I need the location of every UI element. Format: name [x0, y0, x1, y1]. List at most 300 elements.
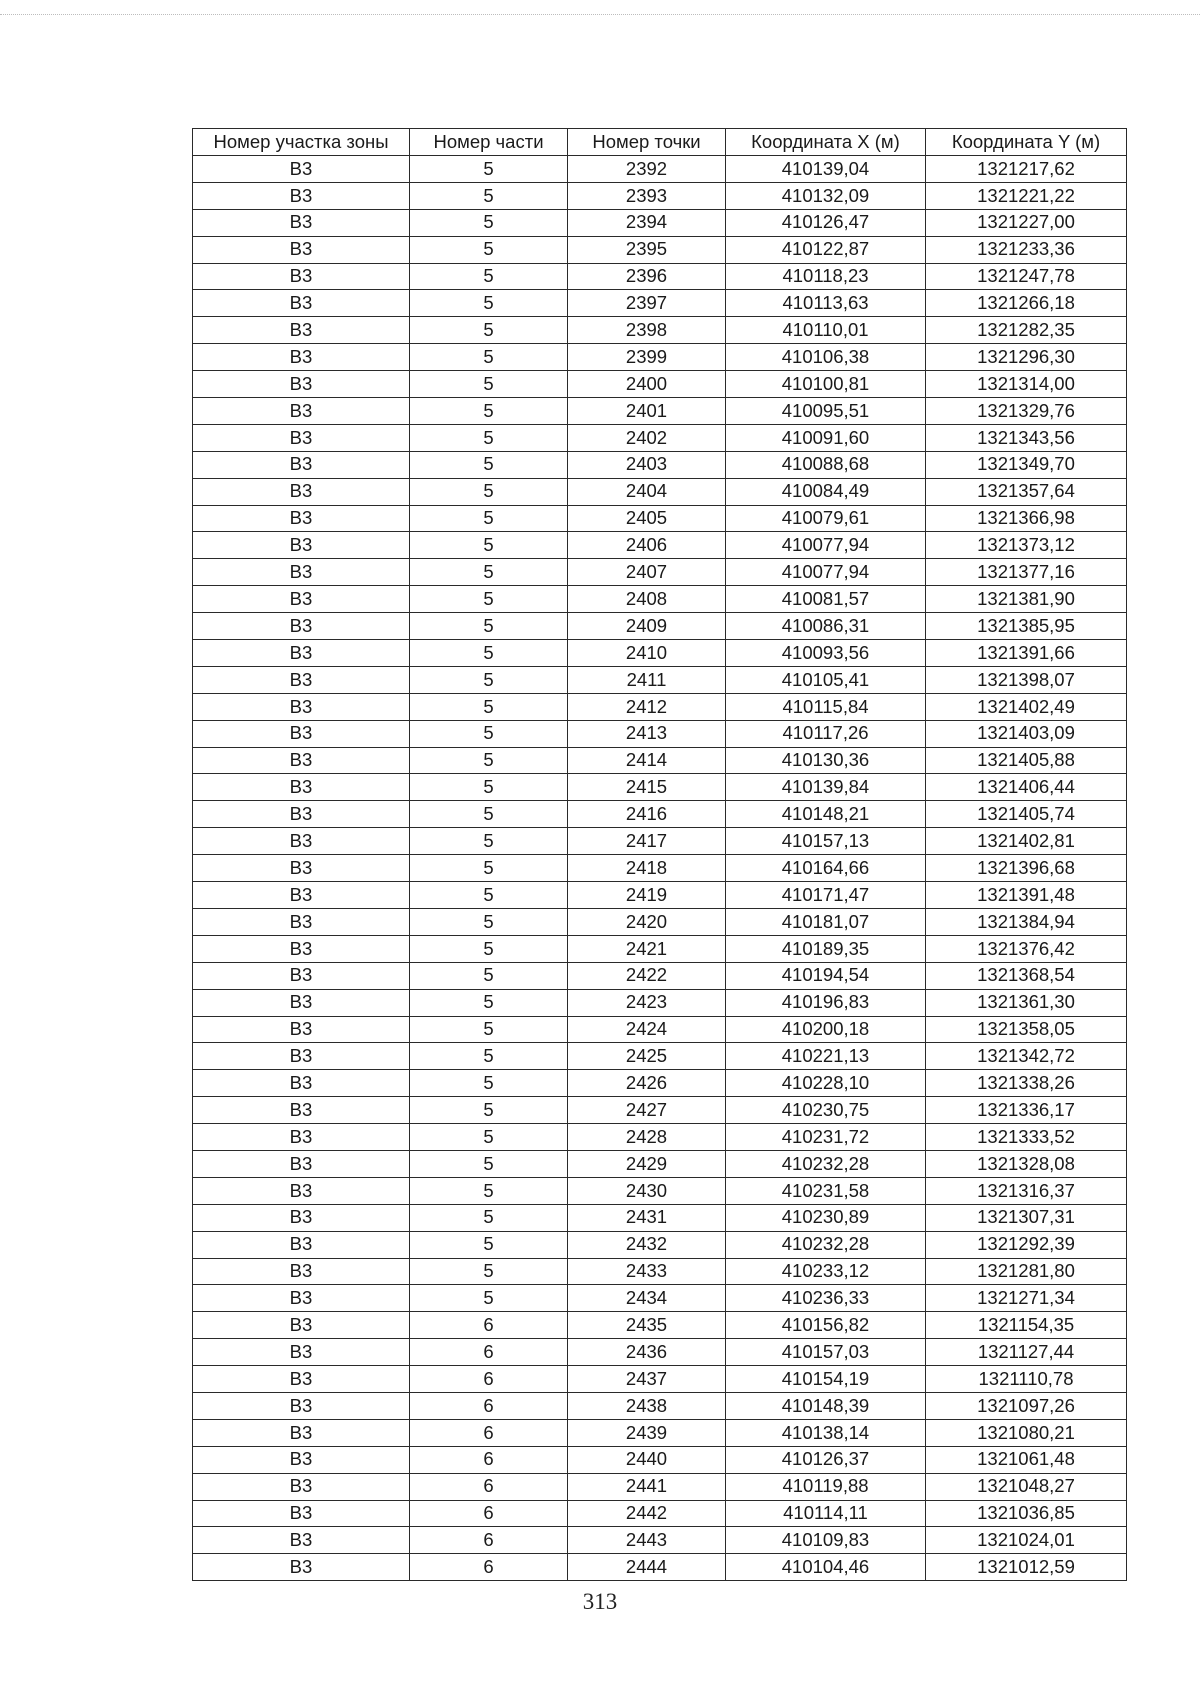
cell-zone-section: В3 [193, 989, 410, 1016]
cell-point-number: 2418 [568, 855, 726, 882]
cell-coordinate-y: 1321048,27 [926, 1473, 1127, 1500]
cell-point-number: 2400 [568, 371, 726, 398]
cell-part-number: 5 [410, 1150, 568, 1177]
cell-coordinate-x: 410221,13 [726, 1043, 926, 1070]
cell-coordinate-x: 410086,31 [726, 613, 926, 640]
cell-zone-section: В3 [193, 1177, 410, 1204]
cell-coordinate-y: 1321357,64 [926, 478, 1127, 505]
cell-part-number: 6 [410, 1366, 568, 1393]
cell-coordinate-y: 1321080,21 [926, 1419, 1127, 1446]
cell-coordinate-y: 1321343,56 [926, 424, 1127, 451]
cell-point-number: 2397 [568, 290, 726, 317]
cell-part-number: 5 [410, 935, 568, 962]
cell-coordinate-y: 1321329,76 [926, 398, 1127, 425]
table-row [193, 451, 1127, 478]
cell-part-number: 5 [410, 290, 568, 317]
cell-part-number: 5 [410, 855, 568, 882]
cell-point-number: 2396 [568, 263, 726, 290]
cell-point-number: 2416 [568, 801, 726, 828]
table-row [193, 693, 1127, 720]
cell-point-number: 2434 [568, 1285, 726, 1312]
cell-coordinate-y: 1321024,01 [926, 1527, 1127, 1554]
cell-coordinate-y: 1321233,36 [926, 236, 1127, 263]
table-row [193, 828, 1127, 855]
cell-coordinate-x: 410091,60 [726, 424, 926, 451]
cell-coordinate-x: 410106,38 [726, 344, 926, 371]
cell-zone-section: В3 [193, 693, 410, 720]
cell-point-number: 2441 [568, 1473, 726, 1500]
cell-part-number: 5 [410, 156, 568, 183]
header-coordinate-x: Координата X (м) [726, 129, 926, 156]
cell-coordinate-y: 1321314,00 [926, 371, 1127, 398]
cell-zone-section: В3 [193, 290, 410, 317]
cell-point-number: 2402 [568, 424, 726, 451]
cell-zone-section: В3 [193, 478, 410, 505]
cell-zone-section: В3 [193, 962, 410, 989]
cell-part-number: 5 [410, 263, 568, 290]
cell-zone-section: В3 [193, 317, 410, 344]
cell-point-number: 2425 [568, 1043, 726, 1070]
table-row [193, 1231, 1127, 1258]
cell-coordinate-y: 1321217,62 [926, 156, 1127, 183]
table-row [193, 398, 1127, 425]
cell-zone-section: В3 [193, 344, 410, 371]
cell-coordinate-y: 1321282,35 [926, 317, 1127, 344]
cell-coordinate-x: 410164,66 [726, 855, 926, 882]
cell-part-number: 5 [410, 882, 568, 909]
cell-coordinate-x: 410105,41 [726, 666, 926, 693]
cell-coordinate-x: 410130,36 [726, 747, 926, 774]
cell-coordinate-y: 1321396,68 [926, 855, 1127, 882]
cell-point-number: 2406 [568, 532, 726, 559]
cell-zone-section: В3 [193, 505, 410, 532]
cell-coordinate-y: 1321154,35 [926, 1312, 1127, 1339]
cell-coordinate-y: 1321377,16 [926, 559, 1127, 586]
table-row [193, 1366, 1127, 1393]
cell-point-number: 2444 [568, 1554, 726, 1581]
table-row [193, 720, 1127, 747]
cell-point-number: 2443 [568, 1527, 726, 1554]
cell-coordinate-x: 410126,47 [726, 209, 926, 236]
cell-zone-section: В3 [193, 613, 410, 640]
cell-zone-section: В3 [193, 209, 410, 236]
table-body [193, 156, 1127, 1581]
cell-coordinate-y: 1321012,59 [926, 1554, 1127, 1581]
cell-coordinate-y: 1321376,42 [926, 935, 1127, 962]
cell-point-number: 2407 [568, 559, 726, 586]
cell-part-number: 5 [410, 613, 568, 640]
cell-part-number: 5 [410, 962, 568, 989]
cell-coordinate-y: 1321307,31 [926, 1204, 1127, 1231]
table-row [193, 317, 1127, 344]
table-row [193, 586, 1127, 613]
table-row [193, 882, 1127, 909]
cell-coordinate-x: 410200,18 [726, 1016, 926, 1043]
cell-part-number: 5 [410, 424, 568, 451]
cell-zone-section: В3 [193, 371, 410, 398]
cell-zone-section: В3 [193, 451, 410, 478]
cell-point-number: 2423 [568, 989, 726, 1016]
cell-coordinate-x: 410119,88 [726, 1473, 926, 1500]
table-row [193, 1312, 1127, 1339]
cell-part-number: 5 [410, 478, 568, 505]
table-row [193, 801, 1127, 828]
cell-zone-section: В3 [193, 908, 410, 935]
header-point-number: Номер точки [568, 129, 726, 156]
header-part-number: Номер части [410, 129, 568, 156]
cell-part-number: 6 [410, 1554, 568, 1581]
cell-zone-section: В3 [193, 1366, 410, 1393]
cell-coordinate-x: 410181,07 [726, 908, 926, 935]
cell-coordinate-x: 410114,11 [726, 1500, 926, 1527]
table-row [193, 371, 1127, 398]
cell-zone-section: В3 [193, 640, 410, 667]
cell-point-number: 2404 [568, 478, 726, 505]
cell-part-number: 5 [410, 1124, 568, 1151]
cell-point-number: 2431 [568, 1204, 726, 1231]
cell-zone-section: В3 [193, 1554, 410, 1581]
cell-coordinate-x: 410231,58 [726, 1177, 926, 1204]
cell-coordinate-x: 410132,09 [726, 182, 926, 209]
cell-zone-section: В3 [193, 935, 410, 962]
cell-zone-section: В3 [193, 882, 410, 909]
cell-part-number: 5 [410, 532, 568, 559]
cell-zone-section: В3 [193, 559, 410, 586]
table-row [193, 1177, 1127, 1204]
cell-zone-section: В3 [193, 1258, 410, 1285]
cell-point-number: 2427 [568, 1097, 726, 1124]
cell-coordinate-x: 410079,61 [726, 505, 926, 532]
cell-coordinate-y: 1321366,98 [926, 505, 1127, 532]
cell-zone-section: В3 [193, 1097, 410, 1124]
cell-part-number: 5 [410, 182, 568, 209]
cell-zone-section: В3 [193, 263, 410, 290]
cell-coordinate-x: 410117,26 [726, 720, 926, 747]
cell-part-number: 5 [410, 1258, 568, 1285]
cell-coordinate-y: 1321358,05 [926, 1016, 1127, 1043]
cell-point-number: 2405 [568, 505, 726, 532]
cell-zone-section: В3 [193, 398, 410, 425]
cell-zone-section: В3 [193, 236, 410, 263]
cell-part-number: 5 [410, 693, 568, 720]
scan-edge-line [0, 14, 1200, 15]
cell-point-number: 2435 [568, 1312, 726, 1339]
table-row [193, 1150, 1127, 1177]
cell-zone-section: В3 [193, 156, 410, 183]
cell-part-number: 5 [410, 451, 568, 478]
cell-coordinate-y: 1321296,30 [926, 344, 1127, 371]
cell-coordinate-y: 1321405,74 [926, 801, 1127, 828]
cell-point-number: 2412 [568, 693, 726, 720]
cell-part-number: 5 [410, 317, 568, 344]
cell-coordinate-x: 410154,19 [726, 1366, 926, 1393]
table-row [193, 1097, 1127, 1124]
cell-part-number: 6 [410, 1339, 568, 1366]
cell-part-number: 5 [410, 398, 568, 425]
cell-coordinate-y: 1321402,49 [926, 693, 1127, 720]
table-row [193, 290, 1127, 317]
cell-coordinate-x: 410138,14 [726, 1419, 926, 1446]
cell-zone-section: В3 [193, 801, 410, 828]
cell-point-number: 2417 [568, 828, 726, 855]
cell-zone-section: В3 [193, 720, 410, 747]
cell-point-number: 2411 [568, 666, 726, 693]
cell-coordinate-y: 1321361,30 [926, 989, 1127, 1016]
cell-part-number: 5 [410, 828, 568, 855]
cell-point-number: 2414 [568, 747, 726, 774]
table-row [193, 532, 1127, 559]
cell-coordinate-x: 410100,81 [726, 371, 926, 398]
cell-point-number: 2426 [568, 1070, 726, 1097]
cell-part-number: 5 [410, 344, 568, 371]
cell-coordinate-x: 410230,75 [726, 1097, 926, 1124]
cell-coordinate-y: 1321385,95 [926, 613, 1127, 640]
cell-coordinate-y: 1321406,44 [926, 774, 1127, 801]
cell-coordinate-x: 410230,89 [726, 1204, 926, 1231]
cell-point-number: 2429 [568, 1150, 726, 1177]
cell-zone-section: В3 [193, 666, 410, 693]
cell-point-number: 2403 [568, 451, 726, 478]
table-row [193, 1554, 1127, 1581]
cell-zone-section: В3 [193, 1446, 410, 1473]
cell-zone-section: В3 [193, 828, 410, 855]
cell-coordinate-x: 410148,39 [726, 1392, 926, 1419]
cell-coordinate-x: 410109,83 [726, 1527, 926, 1554]
cell-point-number: 2399 [568, 344, 726, 371]
cell-part-number: 6 [410, 1312, 568, 1339]
cell-coordinate-x: 410157,13 [726, 828, 926, 855]
cell-coordinate-x: 410095,51 [726, 398, 926, 425]
cell-point-number: 2392 [568, 156, 726, 183]
table-row [193, 613, 1127, 640]
header-coordinate-y: Координата Y (м) [926, 129, 1127, 156]
cell-zone-section: В3 [193, 747, 410, 774]
cell-coordinate-y: 1321405,88 [926, 747, 1127, 774]
table-row [193, 774, 1127, 801]
cell-coordinate-y: 1321328,08 [926, 1150, 1127, 1177]
cell-coordinate-y: 1321333,52 [926, 1124, 1127, 1151]
cell-coordinate-x: 410233,12 [726, 1258, 926, 1285]
cell-zone-section: В3 [193, 1016, 410, 1043]
table-row [193, 424, 1127, 451]
cell-coordinate-x: 410084,49 [726, 478, 926, 505]
cell-part-number: 5 [410, 1043, 568, 1070]
coordinates-table [192, 128, 1127, 1581]
cell-coordinate-y: 1321036,85 [926, 1500, 1127, 1527]
cell-coordinate-x: 410139,04 [726, 156, 926, 183]
cell-point-number: 2440 [568, 1446, 726, 1473]
table-row [193, 908, 1127, 935]
cell-point-number: 2393 [568, 182, 726, 209]
cell-coordinate-x: 410194,54 [726, 962, 926, 989]
cell-coordinate-y: 1321403,09 [926, 720, 1127, 747]
cell-point-number: 2408 [568, 586, 726, 613]
table-row [193, 640, 1127, 667]
table-row [193, 1446, 1127, 1473]
cell-part-number: 5 [410, 720, 568, 747]
cell-coordinate-x: 410077,94 [726, 559, 926, 586]
cell-point-number: 2422 [568, 962, 726, 989]
cell-coordinate-y: 1321227,00 [926, 209, 1127, 236]
cell-coordinate-x: 410139,84 [726, 774, 926, 801]
cell-zone-section: В3 [193, 1312, 410, 1339]
cell-coordinate-x: 410104,46 [726, 1554, 926, 1581]
cell-coordinate-y: 1321266,18 [926, 290, 1127, 317]
cell-point-number: 2398 [568, 317, 726, 344]
table-row [193, 1500, 1127, 1527]
cell-part-number: 6 [410, 1473, 568, 1500]
cell-zone-section: В3 [193, 1473, 410, 1500]
cell-coordinate-x: 410081,57 [726, 586, 926, 613]
cell-zone-section: В3 [193, 1231, 410, 1258]
cell-coordinate-x: 410126,37 [726, 1446, 926, 1473]
cell-zone-section: В3 [193, 1070, 410, 1097]
table-row [193, 1339, 1127, 1366]
cell-part-number: 5 [410, 371, 568, 398]
cell-zone-section: В3 [193, 774, 410, 801]
cell-point-number: 2430 [568, 1177, 726, 1204]
cell-zone-section: В3 [193, 1392, 410, 1419]
cell-coordinate-y: 1321316,37 [926, 1177, 1127, 1204]
cell-part-number: 5 [410, 747, 568, 774]
cell-coordinate-y: 1321402,81 [926, 828, 1127, 855]
table-row [193, 1204, 1127, 1231]
header-zone-section: Номер участка зоны [193, 129, 410, 156]
cell-point-number: 2410 [568, 640, 726, 667]
cell-coordinate-y: 1321127,44 [926, 1339, 1127, 1366]
cell-part-number: 6 [410, 1500, 568, 1527]
cell-coordinate-y: 1321398,07 [926, 666, 1127, 693]
cell-coordinate-x: 410122,87 [726, 236, 926, 263]
cell-zone-section: В3 [193, 1500, 410, 1527]
cell-part-number: 5 [410, 989, 568, 1016]
cell-coordinate-y: 1321384,94 [926, 908, 1127, 935]
cell-point-number: 2436 [568, 1339, 726, 1366]
page-number: 313 [582, 1589, 618, 1614]
cell-coordinate-y: 1321292,39 [926, 1231, 1127, 1258]
cell-zone-section: В3 [193, 1204, 410, 1231]
cell-point-number: 2439 [568, 1419, 726, 1446]
cell-coordinate-y: 1321271,34 [926, 1285, 1127, 1312]
cell-part-number: 5 [410, 640, 568, 667]
cell-point-number: 2433 [568, 1258, 726, 1285]
table-row [193, 1473, 1127, 1500]
cell-coordinate-x: 410093,56 [726, 640, 926, 667]
cell-part-number: 5 [410, 1177, 568, 1204]
table-row [193, 344, 1127, 371]
cell-part-number: 5 [410, 209, 568, 236]
cell-part-number: 5 [410, 1097, 568, 1124]
cell-coordinate-x: 410110,01 [726, 317, 926, 344]
table-row [193, 935, 1127, 962]
table-row [193, 559, 1127, 586]
cell-zone-section: В3 [193, 182, 410, 209]
table-header [193, 129, 1127, 156]
cell-coordinate-x: 410189,35 [726, 935, 926, 962]
table-row [193, 855, 1127, 882]
cell-coordinate-y: 1321373,12 [926, 532, 1127, 559]
cell-part-number: 6 [410, 1419, 568, 1446]
cell-coordinate-x: 410157,03 [726, 1339, 926, 1366]
table-row [193, 1285, 1127, 1312]
cell-part-number: 6 [410, 1446, 568, 1473]
cell-point-number: 2420 [568, 908, 726, 935]
cell-point-number: 2438 [568, 1392, 726, 1419]
cell-coordinate-x: 410196,83 [726, 989, 926, 1016]
cell-zone-section: В3 [193, 855, 410, 882]
cell-point-number: 2413 [568, 720, 726, 747]
table-row [193, 666, 1127, 693]
table-row [193, 1392, 1127, 1419]
cell-part-number: 5 [410, 505, 568, 532]
table-row [193, 1016, 1127, 1043]
cell-coordinate-y: 1321336,17 [926, 1097, 1127, 1124]
table-row [193, 1527, 1127, 1554]
table-row [193, 747, 1127, 774]
table-row [193, 478, 1127, 505]
cell-zone-section: В3 [193, 424, 410, 451]
table-row [193, 962, 1127, 989]
cell-coordinate-y: 1321391,66 [926, 640, 1127, 667]
cell-coordinate-x: 410115,84 [726, 693, 926, 720]
cell-point-number: 2442 [568, 1500, 726, 1527]
cell-part-number: 5 [410, 559, 568, 586]
cell-point-number: 2432 [568, 1231, 726, 1258]
cell-coordinate-x: 410231,72 [726, 1124, 926, 1151]
table-row [193, 1419, 1127, 1446]
cell-part-number: 5 [410, 908, 568, 935]
table-row [193, 505, 1127, 532]
cell-coordinate-x: 410232,28 [726, 1150, 926, 1177]
cell-coordinate-y: 1321110,78 [926, 1366, 1127, 1393]
cell-part-number: 5 [410, 1070, 568, 1097]
cell-point-number: 2401 [568, 398, 726, 425]
table-row [193, 156, 1127, 183]
cell-point-number: 2421 [568, 935, 726, 962]
table-row [193, 209, 1127, 236]
table-row [193, 1258, 1127, 1285]
cell-part-number: 5 [410, 666, 568, 693]
header-row [193, 129, 1127, 156]
cell-coordinate-y: 1321061,48 [926, 1446, 1127, 1473]
cell-part-number: 6 [410, 1392, 568, 1419]
cell-zone-section: В3 [193, 1043, 410, 1070]
cell-zone-section: В3 [193, 1339, 410, 1366]
cell-coordinate-x: 410228,10 [726, 1070, 926, 1097]
cell-point-number: 2394 [568, 209, 726, 236]
cell-coordinate-x: 410148,21 [726, 801, 926, 828]
table-row [193, 989, 1127, 1016]
cell-part-number: 5 [410, 1285, 568, 1312]
cell-zone-section: В3 [193, 532, 410, 559]
cell-part-number: 5 [410, 1204, 568, 1231]
cell-zone-section: В3 [193, 1150, 410, 1177]
cell-coordinate-y: 1321342,72 [926, 1043, 1127, 1070]
cell-point-number: 2415 [568, 774, 726, 801]
cell-part-number: 5 [410, 1016, 568, 1043]
cell-coordinate-x: 410156,82 [726, 1312, 926, 1339]
cell-part-number: 6 [410, 1527, 568, 1554]
cell-coordinate-y: 1321391,48 [926, 882, 1127, 909]
table-row [193, 236, 1127, 263]
cell-point-number: 2428 [568, 1124, 726, 1151]
cell-zone-section: В3 [193, 1124, 410, 1151]
cell-part-number: 5 [410, 1231, 568, 1258]
table-row [193, 1070, 1127, 1097]
table-row [193, 1124, 1127, 1151]
cell-coordinate-y: 1321097,26 [926, 1392, 1127, 1419]
cell-coordinate-y: 1321281,80 [926, 1258, 1127, 1285]
